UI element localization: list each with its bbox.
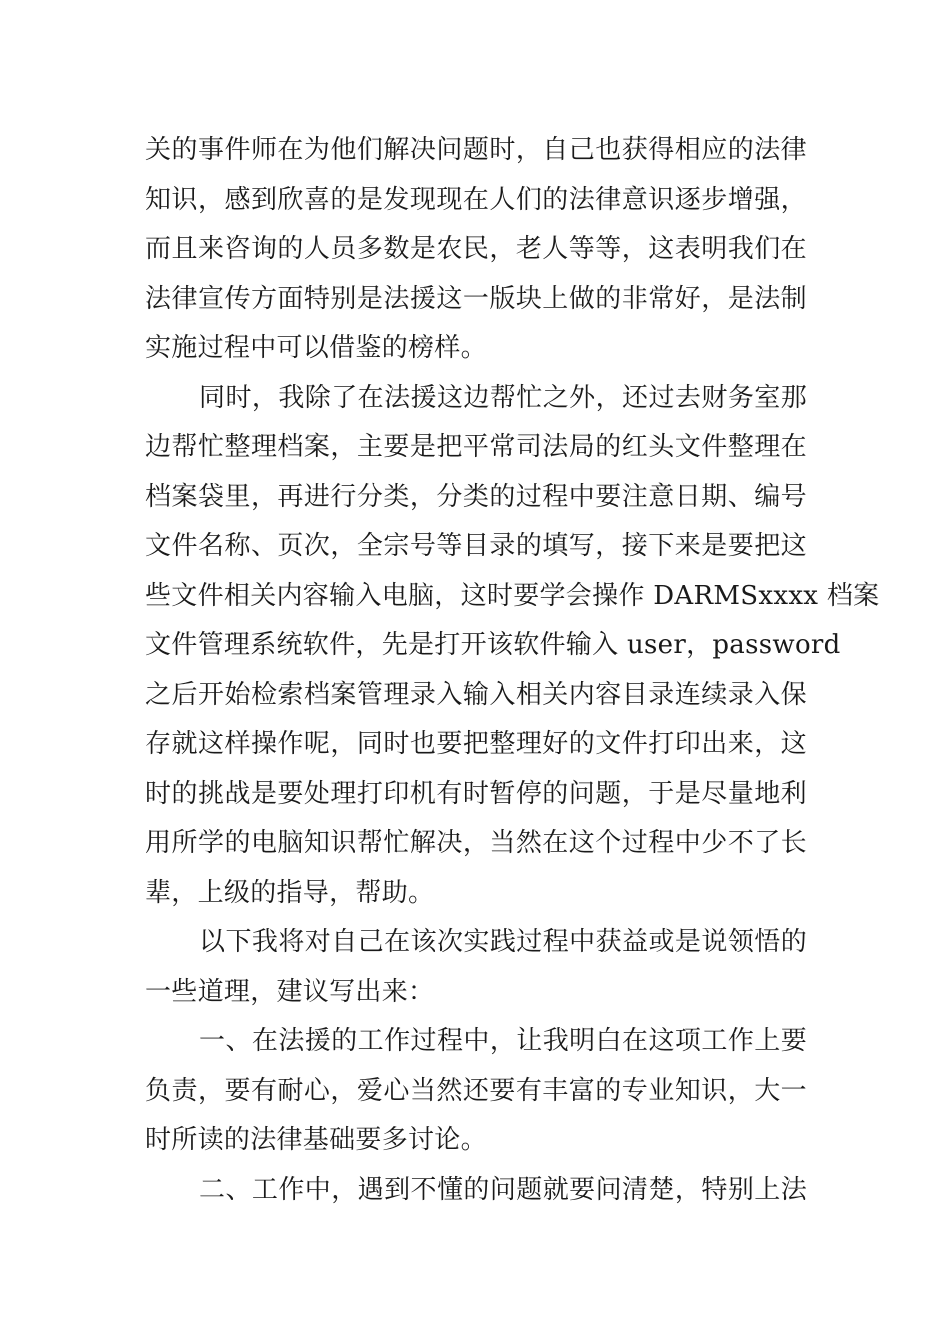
text-line: 存就这样操作呢，同时也要把整理好的文件打印出来，这: [145, 729, 807, 759]
paragraph: [145, 1017, 807, 1166]
paragraph: [145, 126, 807, 374]
text-line: 时的挑战是要处理打印机有时暂停的问题，于是尽量地利: [145, 778, 807, 809]
text-line: 法律宣传方面特别是法援这一版块上做的非常好，是法制: [145, 283, 807, 314]
text-line: 辈，上级的指导，帮助。: [145, 877, 435, 908]
text-line: 文件管理系统软件，先是打开该软件输入 user，password: [145, 630, 841, 660]
text-line: 同时，我除了在法援这边帮忙之外，还过去财务室那: [199, 382, 807, 413]
paragraph: [145, 918, 807, 1017]
text-line: 些文件相关内容输入电脑，这时要学会操作 DARMSxxxx 档案: [145, 580, 880, 611]
paragraph: [145, 1166, 807, 1216]
text-line: 二、工作中，遇到不懂的问题就要问清楚，特别上法: [199, 1174, 807, 1205]
text-line: 而且来咨询的人员多数是农民，老人等等，这表明我们在: [145, 234, 807, 264]
text-line: 档案袋里，再进行分类，分类的过程中要注意日期、编号: [145, 481, 807, 512]
text-line: 知识，感到欣喜的是发现现在人们的法律意识逐步增强，: [145, 184, 807, 215]
text-line: 之后开始检索档案管理录入输入相关内容目录连续录入保: [145, 679, 807, 710]
text-line: 时所读的法律基础要多讨论。: [145, 1125, 487, 1155]
text-line: 边帮忙整理档案，主要是把平常司法局的红头文件整理在: [145, 432, 807, 462]
text-line: 一些道理，建议写出来：: [145, 976, 435, 1007]
text-line: 一、在法援的工作过程中，让我明白在这项工作上要: [199, 1026, 807, 1056]
text-line: 文件名称、页次，全宗号等目录的填写，接下来是要把这: [145, 531, 807, 561]
paragraph: [145, 374, 880, 919]
text-line: 以下我将对自己在该次实践过程中获益或是说领悟的: [199, 927, 807, 957]
text-line: 负责，要有耐心，爱心当然还要有丰富的专业知识，大一: [145, 1075, 807, 1106]
text-line: 关的事件师在为他们解决问题时，自己也获得相应的法律: [145, 135, 807, 165]
document-body: [145, 126, 880, 1215]
text-line: 用所学的电脑知识帮忙解决，当然在这个过程中少不了长: [145, 828, 807, 858]
text-line: 实施过程中可以借鉴的榜样。: [145, 333, 487, 363]
